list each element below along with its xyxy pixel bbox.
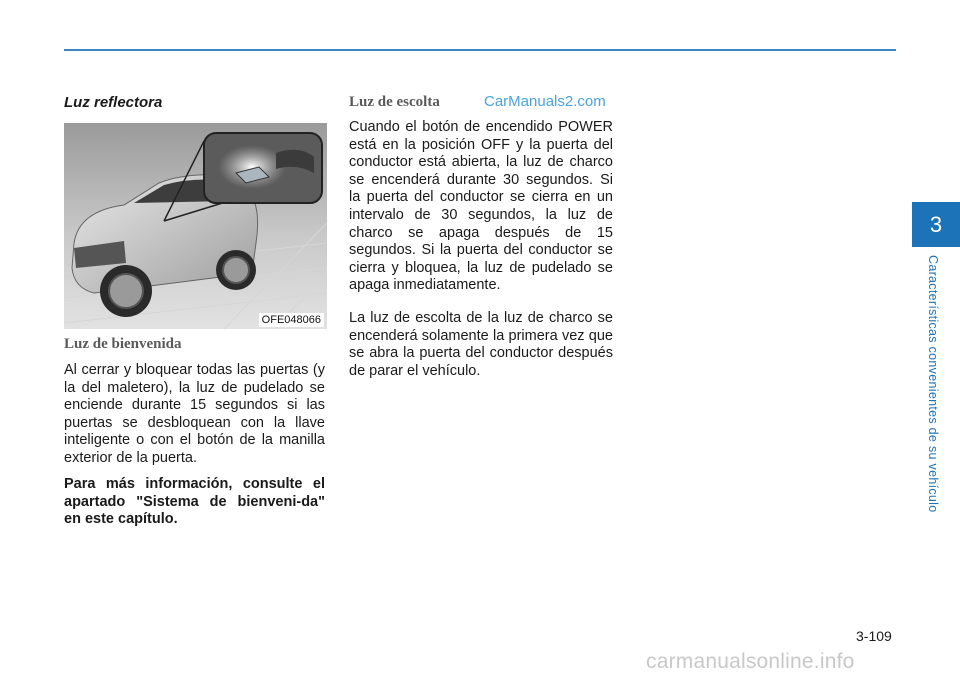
car-illustration: [64, 123, 327, 329]
paragraph-escolta-1: Cuando el botón de encendido POWER está en la posición OFF y la puerta del conductor está abierta, la luz de charco se encenderá durante 30 segundos. Si la puerta del conductor se cierra en un intervalo de 30 segundos, la luz de charco se apaga después de 15 segundos. Si la puerta del conductor se cierra y bloquea, la luz de pudelado se apaga inmediatamente.: [349, 119, 613, 294]
header-rule: [64, 49, 896, 51]
chapter-tab: 3: [912, 202, 960, 247]
note-paragraph: Para más información, consulte el apartado "Sistema de bienveni-da" en este capítulo.: [64, 476, 325, 528]
paragraph-escolta-2: La luz de escolta de la luz de charco se encenderá solamente la primera vez que se abra la puerta del conductor después de parar el vehículo.: [349, 310, 613, 379]
subheading-luz-de-escolta: Luz de escolta: [349, 94, 440, 110]
site-watermark: carmanualsonline.info: [646, 650, 855, 673]
chapter-side-label: Características convenientes de su vehículo: [926, 255, 940, 513]
paragraph-bienvenida: Al cerrar y bloquear todas las puertas (y la del maletero), la luz de pudelado se enciende durante 15 segundos si las puertas se desbloquean con la llave inteligente o con el botón de la manilla exterior de la puerta.: [64, 362, 325, 466]
watermark-carmanuals2: CarManuals2.com: [484, 93, 606, 110]
figure-code: OFE048066: [259, 313, 324, 327]
section-title: Luz reflectora: [64, 94, 163, 111]
subheading-luz-de-bienvenida: Luz de bienvenida: [64, 336, 182, 352]
page-number: 3-109: [856, 628, 892, 644]
